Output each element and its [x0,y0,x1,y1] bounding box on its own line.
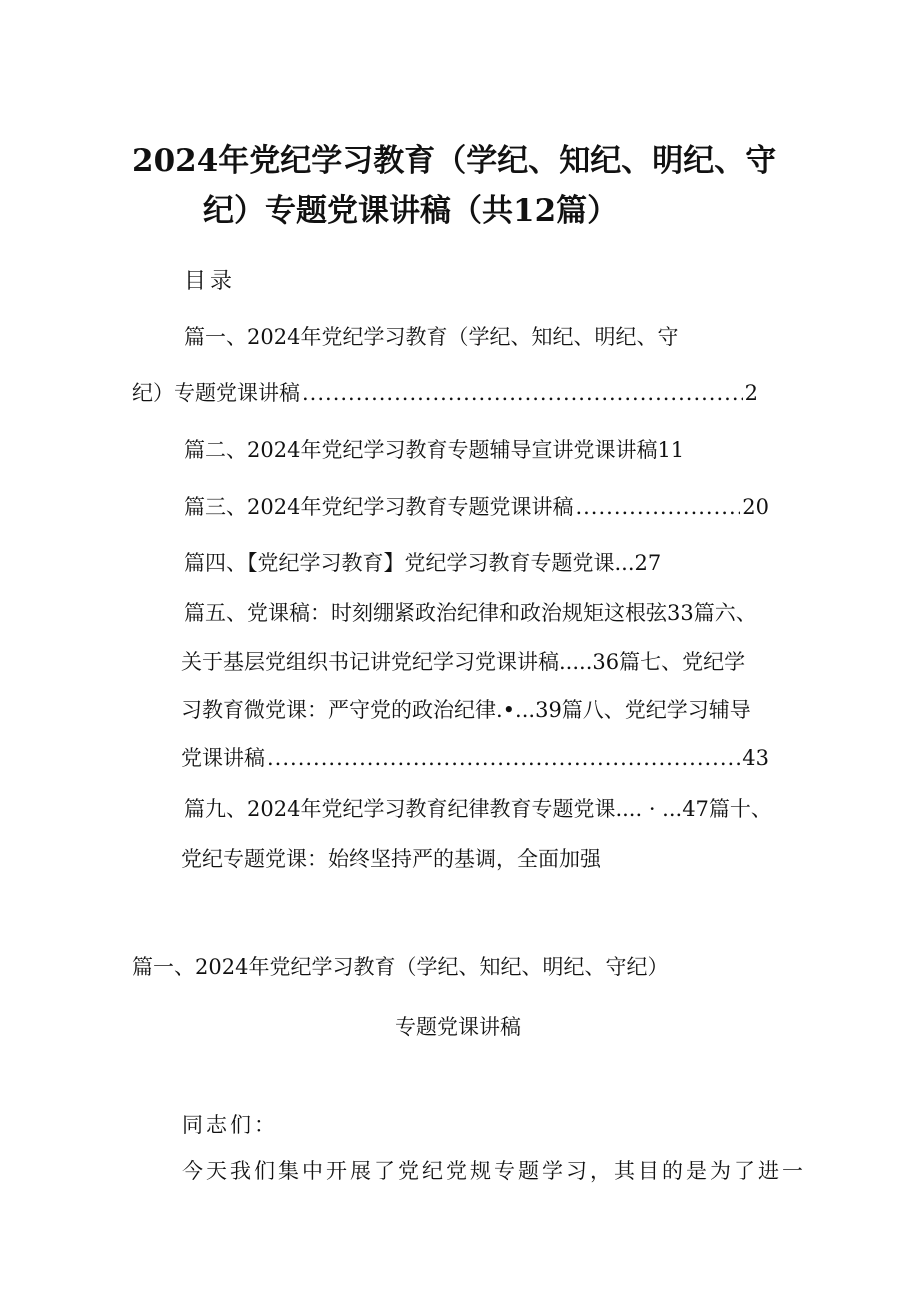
toc-leader-dots [575,497,740,518]
toc-item-4: 篇四、【党纪学习教育】党纪学习教育专题党课...27 [184,551,662,575]
toc-item-5-line-2: 关于基层党组织书记讲党纪学习党课讲稿.....36篇七、党纪学 [181,650,746,674]
toc-item-9-line-1: 篇九、2024年党纪学习教育纪律教育专题党课.... · ...47篇十、 [184,797,772,821]
toc-leader-dots [267,748,740,769]
toc-item-5-line-4 [181,748,769,769]
toc-item-9-line-2: 党纪专题党课：始终坚持严的基调，全面加强 [181,847,601,871]
body-paragraph-line-1: 今天我们集中开展了党纪党规专题学习，其目的是为了进一 [182,1159,806,1183]
document-title-line-1: 2024年党纪学习教育（学纪、知纪、明纪、守 [132,143,777,179]
toc-leader-dots [302,383,743,404]
toc-heading: 目录 [184,269,237,294]
toc-item-3 [184,497,769,518]
toc-item-1-title: 纪）专题党课讲稿 [132,381,300,405]
salutation: 同志们： [182,1113,278,1137]
toc-item-1-line-1: 篇一、2024年党纪学习教育（学纪、知纪、明纪、守 [184,325,679,349]
toc-item-5-line-1: 篇五、党课稿：时刻绷紧政治纪律和政治规矩这根弦33篇六、 [184,601,757,625]
section-1-heading-line-2: 专题党课讲稿 [395,1015,521,1039]
toc-item-1-line-2 [132,383,758,404]
section-1-heading-line-1: 篇一、2024年党纪学习教育（学纪、知纪、明纪、守纪） [132,955,669,979]
toc-item-8-title: 党课讲稿 [181,746,265,770]
toc-item-8-page: 43 [742,746,769,770]
toc-item-3-title: 篇三、2024年党纪学习教育专题党课讲稿 [184,495,574,519]
toc-item-3-page: 20 [742,495,769,519]
toc-item-2: 篇二、2024年党纪学习教育专题辅导宣讲党课讲稿11 [184,438,685,462]
document-title-line-2: 纪）专题党课讲稿（共12篇） [203,193,619,229]
toc-item-1-page: 2 [744,381,758,405]
toc-item-5-line-3: 习教育微党课：严守党的政治纪律.•...39篇八、党纪学习辅导 [181,698,751,722]
